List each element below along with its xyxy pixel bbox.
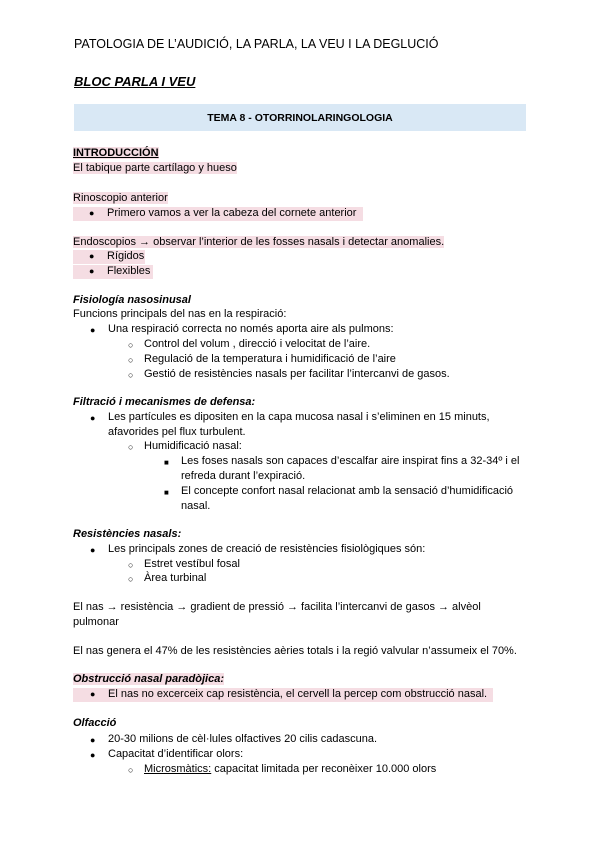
filtracio-heading: Filtració i mecanismes de defensa: (73, 396, 256, 408)
obstruccio-heading: Obstrucció nasal paradòjica: (73, 673, 224, 685)
bullet-disc-icon: ● (90, 413, 96, 423)
filtracio-sub-1: Humidificació nasal: (144, 440, 242, 452)
resistencies-paragraph-1-line-1: El nas → resistència → gradient de pressió → facilita l’intercanvi de gasos → alvèol (73, 601, 481, 613)
bloc-title: BLOC PARLA I VEU (74, 74, 196, 89)
resistencies-bullet-1: Les principals zones de creació de resistències fisiològiques són: (108, 543, 426, 555)
resistencies-paragraph-2: El nas genera el 47% de les resistències aèries totals i la regió valvular n’assumeix el 70%. (73, 645, 517, 657)
endoscopios-bullet-2: Flexibles (107, 265, 151, 277)
fisiologia-intro: Funcions principals del nas en la respiració: (73, 308, 287, 320)
olfaccio-bullet-1: 20-30 milions de cèl·lules olfactives 20 cilis cadascuna. (108, 733, 378, 745)
rinoscopio-title: Rinoscopio anterior (73, 192, 168, 204)
bullet-disc-icon: ● (90, 545, 96, 555)
microsmatics-definition: capacitat limitada per reconèixer 10.000 olors (211, 763, 437, 775)
microsmatics-term: Microsmàtics: (144, 763, 212, 775)
fisiologia-sub-1: Control del volum , direcció i velocitat de l’aire. (144, 338, 371, 350)
filtracio-subsub-1-line-2: refreda durant l’expiració. (181, 470, 306, 482)
bullet-disc-icon: ● (89, 251, 95, 261)
bullet-square-icon: ■ (164, 488, 169, 497)
bullet-disc-icon: ● (89, 208, 95, 218)
bullet-circle-icon: ○ (128, 442, 134, 452)
bullet-circle-icon: ○ (128, 340, 134, 350)
bullet-circle-icon: ○ (128, 574, 134, 584)
bullet-circle-icon: ○ (128, 370, 134, 380)
obstruccio-bullet-1: El nas no excerceix cap resistència, el cervell la percep com obstrucció nasal. (108, 688, 488, 700)
bullet-disc-icon: ● (90, 750, 96, 760)
filtracio-subsub-2-line-1: El concepte confort nasal relacionat amb la sensació d’humidificació (181, 485, 514, 497)
intro-text: El tabique parte cartílago y hueso (73, 162, 237, 174)
resistencies-sub-1: Estret vestíbul fosal (144, 558, 240, 570)
bullet-disc-icon: ● (90, 325, 96, 335)
endoscopios-bullet-1: Rígidos (107, 250, 145, 262)
resistencies-paragraph-1-line-2: pulmonar (73, 616, 119, 628)
bullet-circle-icon: ○ (128, 765, 134, 775)
olfaccio-bullet-2: Capacitat d’identificar olors: (108, 748, 244, 760)
fisiologia-bullet-1: Una respiració correcta no només aporta aire als pulmons: (108, 323, 394, 335)
endoscopios-bullet-row-1 (73, 250, 145, 264)
topic-title-box (74, 104, 526, 131)
bullet-disc-icon: ● (90, 689, 96, 699)
filtracio-bullet-1-line-2: afavorides pel flux turbulent. (108, 426, 246, 438)
bullet-circle-icon: ○ (128, 355, 134, 365)
filtracio-bullet-1-line-1: Les partícules es dipositen en la capa mucosa nasal i s’eliminen en 15 minuts, (108, 411, 490, 423)
bullet-square-icon: ■ (164, 458, 169, 467)
bullet-circle-icon: ○ (128, 560, 134, 570)
document-header: PATOLOGIA DE L’AUDICIÓ, LA PARLA, LA VEU I LA DEGLUCIÓ (74, 37, 439, 51)
endoscopios-bullet-row-2 (73, 265, 153, 279)
fisiologia-sub-3: Gestió de resistències nasals per facilitar l’intercanvi de gasos. (144, 368, 450, 380)
intro-heading: INTRODUCCIÓN (73, 147, 159, 159)
rinoscopio-bullet-row (73, 207, 363, 221)
fisiologia-sub-2: Regulació de la temperatura i humidificació de l’aire (144, 353, 396, 365)
filtracio-subsub-1-line-1: Les foses nasals son capaces d’escalfar aire inspirat fins a 32-34º i el (181, 455, 520, 467)
olfaccio-sub-1 (144, 763, 436, 775)
filtracio-subsub-2-line-2: nasal. (181, 500, 211, 512)
rinoscopio-bullet-1: Primero vamos a ver la cabeza del cornete anterior (107, 207, 357, 219)
bullet-disc-icon: ● (90, 735, 96, 745)
endoscopios-title: Endoscopios → observar l’interior de les fosses nasals i detectar anomalies. (73, 236, 445, 248)
obstruccio-bullet-row (73, 688, 493, 702)
topic-title: TEMA 8 - OTORRINOLARINGOLOGIA (207, 112, 393, 124)
bullet-disc-icon: ● (89, 266, 95, 276)
olfaccio-heading: Olfacció (73, 717, 117, 729)
fisiologia-heading: Fisiología nasosinusal (73, 294, 191, 306)
resistencies-heading: Resistències nasals: (73, 528, 182, 540)
resistencies-sub-2: Àrea turbinal (144, 572, 207, 584)
